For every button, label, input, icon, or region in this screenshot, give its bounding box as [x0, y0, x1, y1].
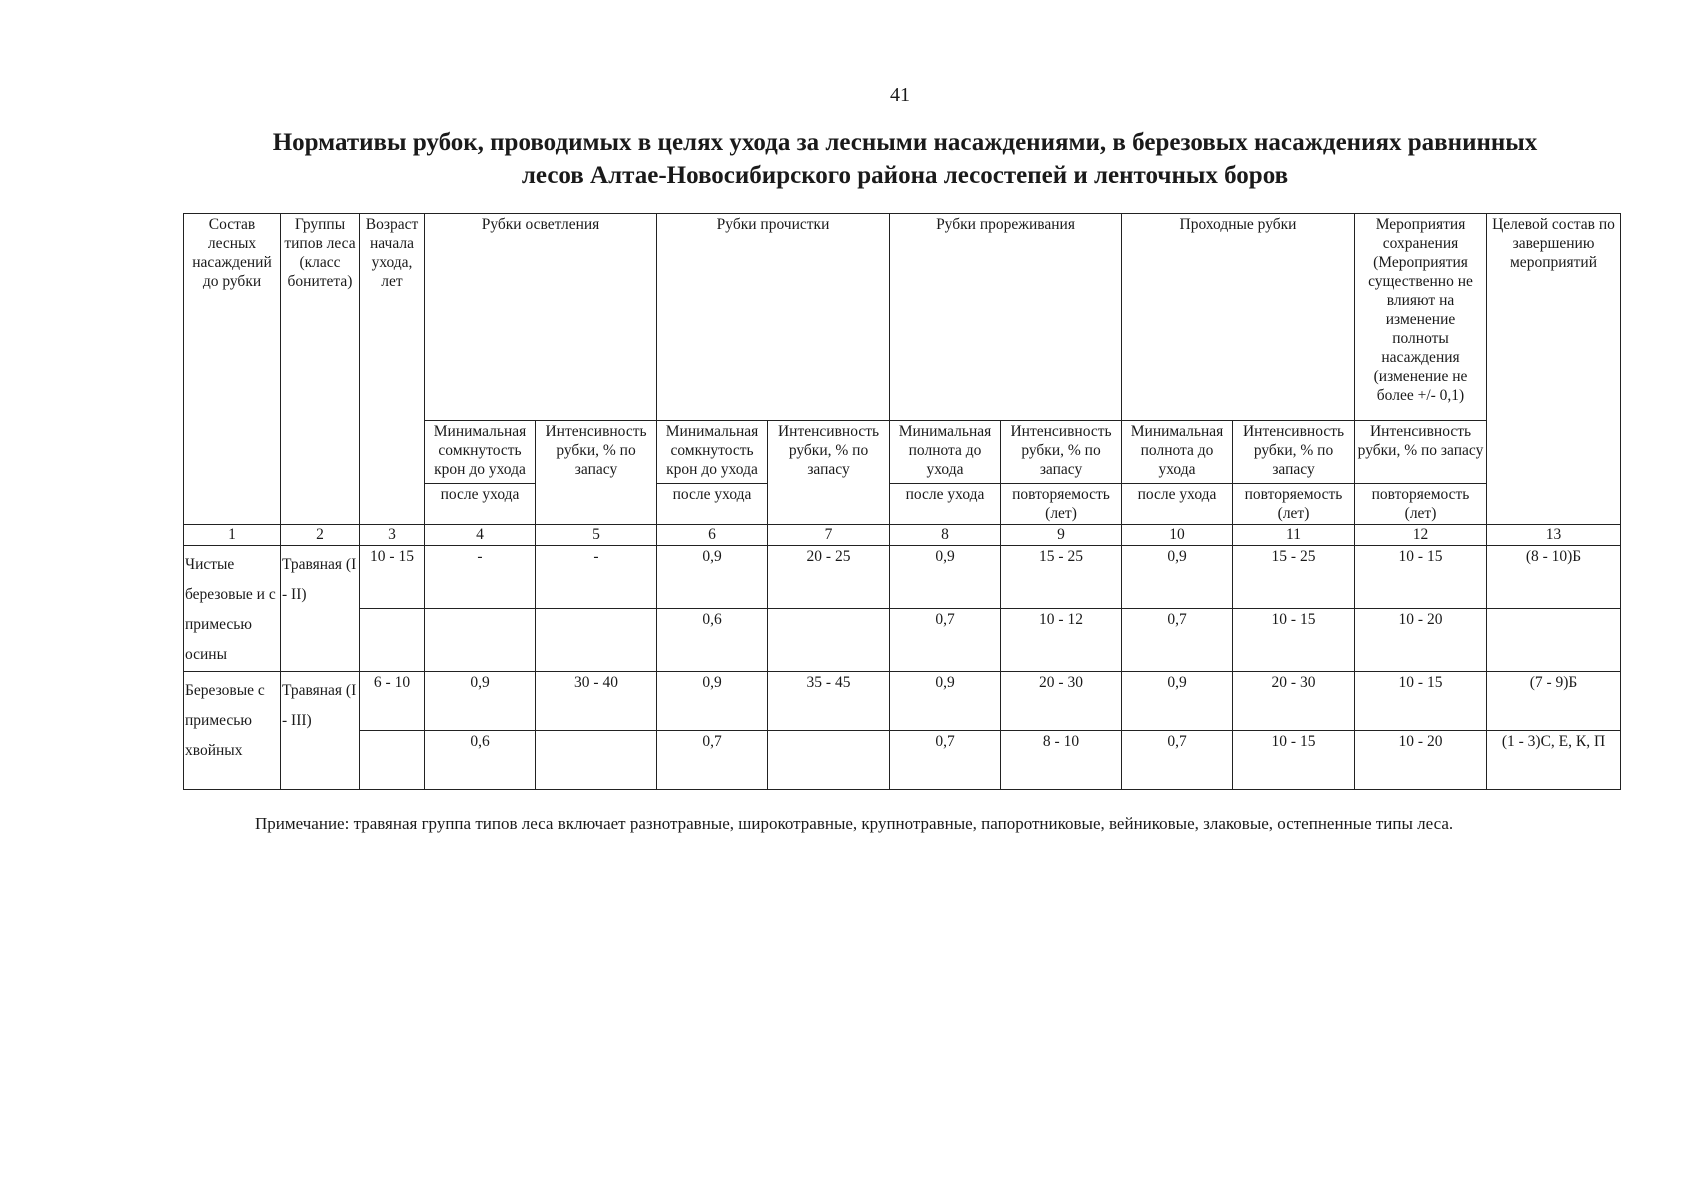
forest-type-cell: Травяная (I - II) [281, 546, 360, 672]
value-cell: 8 - 10 [1001, 731, 1122, 790]
header-passing: Проходные рубки [1122, 214, 1355, 421]
composition-cell: Березовые с примесью хвойных [184, 672, 281, 790]
column-number: 9 [1001, 525, 1122, 546]
subheader-intensity: Интенсивность рубки, % по запасу [1001, 421, 1122, 484]
value-cell: 20 - 30 [1001, 672, 1122, 731]
column-number: 3 [360, 525, 425, 546]
value-cell: 0,7 [1122, 731, 1233, 790]
document-title [170, 126, 1640, 192]
age-cell: 6 - 10 [360, 672, 425, 731]
value-cell: 10 - 15 [1355, 672, 1487, 731]
value-cell: - [425, 546, 536, 609]
value-cell: 0,6 [425, 731, 536, 790]
header-composition: Состав лесных насаждений до рубки [184, 214, 281, 525]
header-thinning: Рубки прореживания [890, 214, 1122, 421]
header-start-age: Возраст начала ухода, лет [360, 214, 425, 525]
column-number: 1 [184, 525, 281, 546]
value-cell: 0,9 [657, 546, 768, 609]
value-cell: 0,9 [1122, 546, 1233, 609]
value-cell: 0,7 [657, 731, 768, 790]
column-number: 7 [768, 525, 890, 546]
value-cell: 0,7 [890, 609, 1001, 672]
column-number: 2 [281, 525, 360, 546]
column-number: 6 [657, 525, 768, 546]
header-target-composition: Целевой состав по завершению мероприятий [1487, 214, 1621, 525]
value-cell: 35 - 45 [768, 672, 890, 731]
column-number: 8 [890, 525, 1001, 546]
value-cell: 0,9 [1122, 672, 1233, 731]
column-number: 12 [1355, 525, 1487, 546]
value-cell: 0,9 [657, 672, 768, 731]
value-cell: 0,7 [890, 731, 1001, 790]
value-cell: 10 - 12 [1001, 609, 1122, 672]
table-row [184, 672, 1621, 731]
column-number: 13 [1487, 525, 1621, 546]
subheader-min-fullness: Минимальная полнота до ухода [1122, 421, 1233, 484]
value-cell: 0,6 [657, 609, 768, 672]
value-cell: - [536, 546, 657, 609]
footnote: Примечание: травяная группа типов леса включает разнотравные, широкотравные, крупнотравные, папоротниковые, вейниковые, злаковые, остепненные типы леса. [255, 814, 1454, 833]
value-cell [425, 609, 536, 672]
subheader-intensity: Интенсивность рубки, % по запасу [768, 421, 890, 525]
value-cell: 15 - 25 [1001, 546, 1122, 609]
header-preservation: Мероприятия сохранения (Мероприятия существенно не влияют на изменение полноты насаждения (изменение не более +/- 0,1) [1355, 214, 1487, 421]
column-number: 5 [536, 525, 657, 546]
age-cell: 10 - 15 [360, 546, 425, 609]
subheader-after-care: после ухода [425, 484, 536, 525]
value-cell: 20 - 25 [768, 546, 890, 609]
title-line-2: лесов Алтае-Новосибирского района лесостепей и ленточных боров [521, 162, 1289, 189]
value-cell: 0,9 [890, 546, 1001, 609]
value-cell [768, 731, 890, 790]
column-number: 11 [1233, 525, 1355, 546]
column-number-row [184, 525, 1621, 546]
value-cell: 30 - 40 [536, 672, 657, 731]
subheader-repeat-years: повторяемость (лет) [1355, 484, 1487, 525]
subheader-intensity: Интенсивность рубки, % по запасу [536, 421, 657, 525]
value-cell: 0,7 [1122, 609, 1233, 672]
age-cell [360, 731, 425, 790]
subheader-after-care: после ухода [657, 484, 768, 525]
target-composition-cell [1487, 609, 1621, 672]
header-forest-type-groups: Группы типов леса (класс бонитета) [281, 214, 360, 525]
age-cell [360, 609, 425, 672]
composition-cell: Чистые березовые и с примесью осины [184, 546, 281, 672]
thinning-norms-table [183, 213, 1621, 790]
subheader-intensity: Интенсивность рубки, % по запасу [1355, 421, 1487, 484]
header-lightening: Рубки осветления [425, 214, 657, 421]
value-cell: 10 - 15 [1233, 609, 1355, 672]
subheader-after-care: после ухода [1122, 484, 1233, 525]
target-composition-cell: (1 - 3)С, Е, К, П [1487, 731, 1621, 790]
subheader-min-crown-density: Минимальная сомкнутость крон до ухода [425, 421, 536, 484]
value-cell [536, 731, 657, 790]
value-cell: 10 - 15 [1355, 546, 1487, 609]
header-cleaning: Рубки прочистки [657, 214, 890, 421]
page-number: 41 [890, 84, 910, 106]
subheader-after-care: после ухода [890, 484, 1001, 525]
value-cell: 0,9 [425, 672, 536, 731]
value-cell [768, 609, 890, 672]
target-composition-cell: (7 - 9)Б [1487, 672, 1621, 731]
target-composition-cell: (8 - 10)Б [1487, 546, 1621, 609]
subheader-repeat-years: повторяемость (лет) [1233, 484, 1355, 525]
value-cell [536, 609, 657, 672]
column-number: 10 [1122, 525, 1233, 546]
column-number: 4 [425, 525, 536, 546]
forest-type-cell: Травяная (I - III) [281, 672, 360, 790]
value-cell: 10 - 20 [1355, 731, 1487, 790]
subheader-min-crown-density: Минимальная сомкнутость крон до ухода [657, 421, 768, 484]
table-row [184, 609, 1621, 672]
value-cell: 20 - 30 [1233, 672, 1355, 731]
value-cell: 10 - 20 [1355, 609, 1487, 672]
value-cell: 10 - 15 [1233, 731, 1355, 790]
table-row [184, 731, 1621, 790]
table-row [184, 546, 1621, 609]
subheader-intensity: Интенсивность рубки, % по запасу [1233, 421, 1355, 484]
subheader-repeat-years: повторяемость (лет) [1001, 484, 1122, 525]
value-cell: 0,9 [890, 672, 1001, 731]
title-line-1: Нормативы рубок, проводимых в целях ухода за лесными насаждениями, в березовых насаждениях равнинных [272, 129, 1538, 156]
subheader-min-fullness: Минимальная полнота до ухода [890, 421, 1001, 484]
value-cell: 15 - 25 [1233, 546, 1355, 609]
